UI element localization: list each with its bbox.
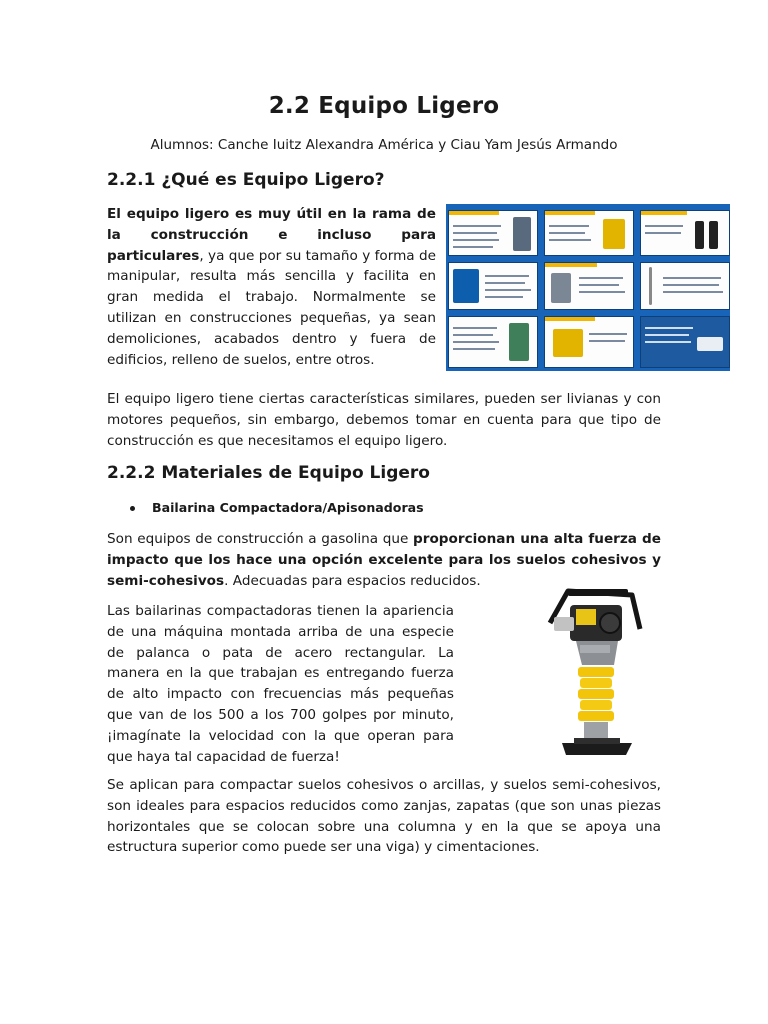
section-heading-2: 2.2.2 Materiales de Equipo Ligero — [107, 463, 430, 483]
definition-text-b: . Adecuadas para espacios reducidos. — [224, 572, 481, 589]
intro-bold-text: El equipo ligero es muy útil en la rama de la construcción e incluso para particulares — [107, 206, 436, 264]
tamping-rammer-icon — [540, 583, 646, 763]
authors-line: Alumnos: Canche Iuitz Alexandra América y Ciau Yam Jesús Armando — [150, 137, 618, 153]
section-heading-1: 2.2.1 ¿Qué es Equipo Ligero? — [107, 170, 385, 190]
rammer-description-paragraph: Las bailarinas compactadoras tienen la apariencia de una máquina montada arriba de una especie de palanca o pata de acero rectangular. La manera en la que trabajan es entregando fuerza de alto impacto con frecuencias más pequeñas que van de los 500 a los 700 golpes por minuto, ¡imagínate la velocidad con la que operan para que haya tal capacidad de fuerza! — [107, 603, 454, 765]
definition-bold-text: proporcionan una alta fuerza de impacto que los hace una opción excelente para los suelos cohesivos y semi-cohesivos — [107, 531, 661, 589]
bullet-item-label: Bailarina Compactadora/Apisonadoras — [152, 500, 424, 515]
bullet-dot-icon — [130, 506, 135, 511]
bullet-item-rammer — [133, 500, 424, 515]
applications-paragraph: Se aplican para compactar suelos cohesivos o arcillas, y suelos semi-cohesivos, son ideales para espacios reducidos como zanjas, zapatas (que son unas piezas horizontales que se colocan sobre una columna y en la que se apoya una estructura superior como puede ser una viga) y cimentaciones. — [107, 777, 661, 856]
page-title: 2.2 Equipo Ligero — [268, 93, 500, 119]
intro-rest-text: , ya que por su tamaño y forma de manipular, resulta más sencilla y facilita en gran medida el trabajo. Normalmente se utilizan en construcciones pequeñas, ya sean demoliciones, acabados dentro y fuera de edificios, relleno de suelos, entre otros. — [107, 247, 436, 368]
definition-text-a: Son equipos de construcción a gasolina que — [107, 531, 414, 547]
characteristics-paragraph: El equipo ligero tiene ciertas características similares, pueden ser livianas y con motores pequeños, sin embargo, debemos tomar en cuenta para que tipo de construcción es que necesitamos el equipo ligero. — [107, 391, 661, 449]
intro-paragraph — [107, 204, 436, 370]
surveying-equipment-collage-image — [446, 204, 730, 371]
